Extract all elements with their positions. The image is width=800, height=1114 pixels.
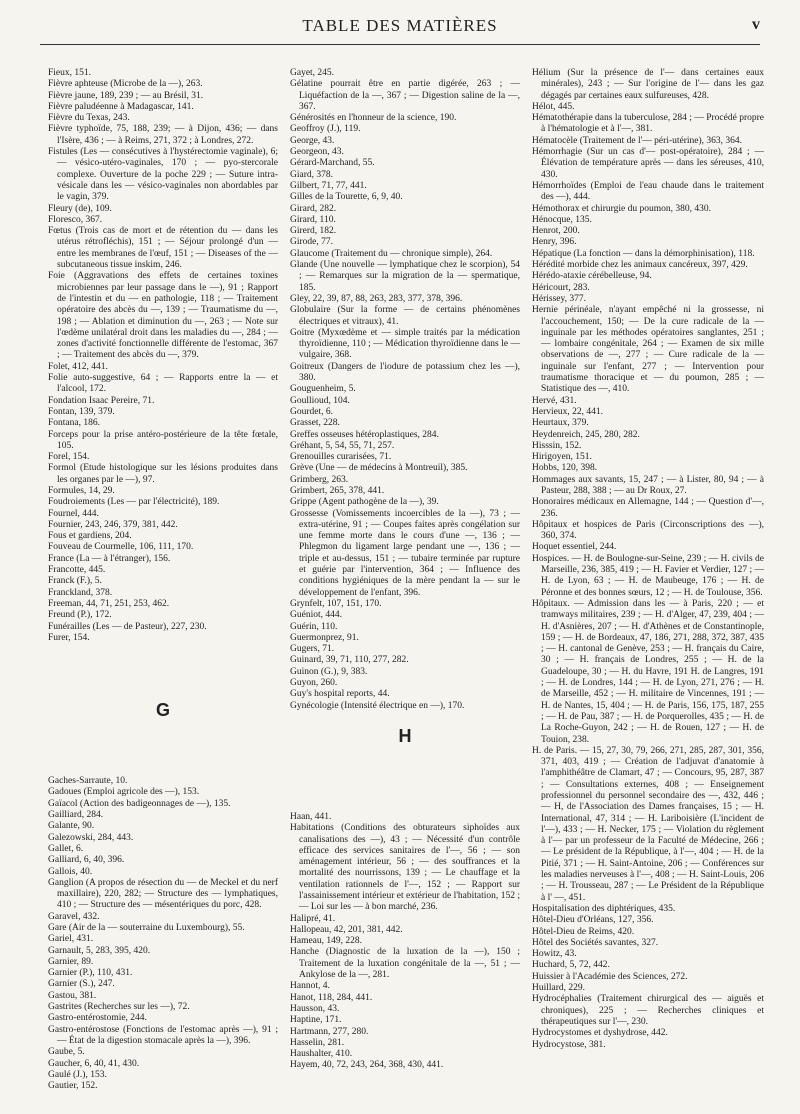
index-entry: Folet, 412, 441. xyxy=(48,361,108,372)
index-entry: Hôtel-Dieu d'Orléans, 127, 356. xyxy=(532,915,654,926)
index-entry: Fous et gardiens, 204. xyxy=(48,531,132,542)
index-entry: Hoquet essentiel, 244. xyxy=(532,542,617,553)
index-entry: Hépatique (La fonction — dans la démorphinisation), 118. xyxy=(532,248,755,259)
index-entry: Hérissey, 377. xyxy=(532,293,586,304)
index-entry: Hobbs, 120, 398. xyxy=(532,463,598,474)
index-entry: Gaube, 5. xyxy=(48,1047,85,1058)
index-entry: Hôtel des Sociétés savantes, 327. xyxy=(532,937,659,948)
entry-list-h xyxy=(290,812,520,1072)
index-entry: Folie auto-suggestive, 64 ; — Rapports entre la — et l'alcool, 172. xyxy=(48,373,278,395)
index-entry: Giard, 378. xyxy=(290,169,334,180)
index-entry: Hélot, 445. xyxy=(532,101,575,112)
index-entry: Hémothorax et chirurgie du poumon, 380, 430. xyxy=(532,203,711,214)
index-entry: Hasselin, 281. xyxy=(290,1037,345,1048)
index-entry: Guinon (G.), 9, 383. xyxy=(290,666,368,677)
index-entry: Gaïacol (Action des badigeonnages de —), 135. xyxy=(48,798,231,809)
index-entry: Foie (Aggravations des effets de certaines toxines microbiennes par leur passage dans le —), 91 ; Rapport de l'intestin et du — en pathologie, 118 ; — Traitement opératoire des abcès du —, 139 ; — Traumatisme du —, 198 ; — Ablation et diminution du —, 263 ; — Note sur l'œdème unilatéral droit dans les maladies du —, 284 ; — zones d'activité fonctionnelle différente de l'estomac, 367 ; — Traitement des abcès du —, 379. xyxy=(48,271,278,361)
page-number: v xyxy=(752,16,760,33)
index-entry: Guérin, 110. xyxy=(290,621,338,632)
index-entry: Halipré, 41. xyxy=(290,913,336,924)
index-entry: Forel, 154. xyxy=(48,452,90,463)
index-entry: Hanot, 118, 284, 441. xyxy=(290,992,373,1003)
index-entry: Fontan, 139, 379. xyxy=(48,406,115,417)
index-entry: George, 43. xyxy=(290,135,335,146)
index-column-2 xyxy=(290,68,520,1072)
index-entry: Grimbert, 265, 378, 441. xyxy=(290,485,385,496)
section-letter-g: G xyxy=(155,700,170,721)
entry-list-g xyxy=(48,776,278,1092)
index-entry: Hartmann, 277, 280. xyxy=(290,1026,369,1037)
index-entry: Girard, 282. xyxy=(290,203,337,214)
index-entry: Grimberg, 263. xyxy=(290,474,349,485)
index-entry: Fondation Isaac Pereire, 71. xyxy=(48,395,155,406)
index-entry: Grasset, 228. xyxy=(290,418,340,429)
index-entry: Huchard, 5, 72, 442. xyxy=(532,960,610,971)
index-entry: Galezowski, 284, 443. xyxy=(48,832,134,843)
index-entry: Hisssin, 152. xyxy=(532,440,582,451)
section-letter-h: H xyxy=(398,725,412,746)
index-entry: H. de Paris. — 15, 27, 30, 79, 266, 271, 285, 287, 301, 356, 371, 403, 419 ; — Création de l'adjuvat d'anatomie à l'amphithéâtre de Clamart, 47 ; — Concours, 95, 287, 387 ; — Consultations externes, 408 ; — Enseignement professionnel du personnel secondaire des —, 432, 446 ; — H, de l'Association des Dames françaises, 15 ; — H. International, 47, 314 ; — H. Lariboisière (L'incident de l'—), 433 ; — H. Necker, 175 ; — Violation du règlement à l'— par un professeur de la Faculté de Médecine, 266 ; — Le président de la République, à l'—, 404 ; — H. de la Pitié, 371 ; — H. Saint-Antoine, 206 ; — Conférences sur les maladies nerveuses à l'—, 408 ; — H. Saint-Louis, 206 ; — H. Trousseau, 287 ; — Le Président de la République à l' —, 451. xyxy=(532,745,764,903)
index-entry: Hausson, 43. xyxy=(290,1003,340,1014)
index-entry: Hervé, 431. xyxy=(532,395,577,406)
index-entry: Fièvre jaune, 189, 239 ; — au Brésil, 31. xyxy=(48,90,204,101)
index-entry: Foudroiements (Les — par l'électricité), 189. xyxy=(48,497,220,508)
index-column-3 xyxy=(532,68,764,1051)
index-entry: Gugers, 71. xyxy=(290,644,335,655)
index-entry: Garnier (S.), 247. xyxy=(48,979,115,990)
index-entry: Grynfelt, 107, 151, 170. xyxy=(290,598,382,609)
index-entry: Forceps pour la prise antéro-postérieure de la tête fœtale, 105. xyxy=(48,429,278,451)
index-entry: Générosités en l'honneur de la science, 190. xyxy=(290,113,457,124)
index-entry: Gallet, 6. xyxy=(48,843,84,854)
index-entry: Hérédo-ataxie cérébelleuse, 94. xyxy=(532,271,652,282)
index-entry: Gastou, 381. xyxy=(48,990,97,1001)
index-entry: Hommages aux savants, 15, 247 ; — à Lister, 80, 94 ; — à Pasteur, 288, 388 ; — au Dr Roux, 27. xyxy=(532,474,764,496)
index-entry: Haan, 441. xyxy=(290,811,332,822)
index-entry: Hervieux, 22, 441. xyxy=(532,406,603,417)
index-entry: Garnier, 89. xyxy=(48,956,94,967)
index-entry: Héricourt, 283. xyxy=(532,282,590,293)
entry-list-g-cont xyxy=(290,68,520,712)
index-entry: Grippe (Agent pathogène de la —), 39. xyxy=(290,497,439,508)
index-entry: Fournier, 243, 246, 379, 381, 442. xyxy=(48,519,178,530)
index-entry: Henry, 396. xyxy=(532,237,577,248)
index-entry: Gynécologie (Intensité électrique en —), 170. xyxy=(290,700,465,711)
index-entry: Fièvre du Texas, 243. xyxy=(48,113,130,124)
index-entry: Hématocèle (Traitement de l'— péri-utérine), 363, 364. xyxy=(532,135,743,146)
index-entry: Hallopeau, 42, 201, 381, 442. xyxy=(290,924,403,935)
index-entry: Hydrocystomes et dyshydrose, 442. xyxy=(532,1028,668,1039)
entry-list-h-cont xyxy=(532,68,764,1051)
index-entry: Hernie périnéale, n'ayant empêché ni la grossesse, ni l'accouchement, 150; — De la cure radicale de la — inguinale par les méthodes opératoires sanglantes, 251 ; — lombaire congénitale, 264 ; — Examen de six mille observations de —, 277 ; — Cure radicale de la — inguinale sur l'enfant, 277 ; — Intervention pour traumatisme thoracique et — du poumon, 285 ; — Statistique des —, 410. xyxy=(532,305,764,395)
index-entry: Hôpitaux. — Admission dans les — à Paris, 220 ; — et tramways militaires, 239 ; — H. d'Alger, 47, 239, 404 ; — H. d'Asnières, 207 ; — H. d'Athènes et de Constantinople, 159 ; — H. de Bordeaux, 47, 186, 271, 288, 372, 387, 435 ; — H. cantonal de Genève, 253 ; — H. français du Caire, 30 ; — H. français de Londres, 255 ; — H. de la Guadeloupe, 30 ; — H. du Havre, 191 H. de Langres, 191 ; — H. de Londres, 144 ; — H. de Lyon, 271, 276 ; — H. de Marseille, 452 ; — H. militaire de Vincennes, 191 ; — H. de Nantes, 15, 404 ; — H. de Paris, 156, 175, 187, 255 ; — H. de Pau, 387 ; — H. de Porquerolles, 435 ; — H. de La Roche-Guyon, 242 ; — H. de Rouen, 127 ; — H. de Touion, 238. xyxy=(532,598,764,745)
index-entry: Francotte, 445. xyxy=(48,565,106,576)
index-entry: Fontana, 186. xyxy=(48,418,100,429)
index-entry: Hospitalisation des diphtériques, 435. xyxy=(532,903,676,914)
index-entry: Huissier à l'Académie des Sciences, 272. xyxy=(532,971,688,982)
index-entry: Gare (Air de la — souterraine du Luxembourg), 55. xyxy=(48,923,245,933)
index-entry: Goullioud, 104. xyxy=(290,395,350,406)
index-entry: Ganglion (A propos de résection du — de Meckel et du nerf maxillaire), 220, 282; — Structure des — lymphatiques, 410 ; — Structure des — mésentériques du porc, 428. xyxy=(48,877,278,911)
index-entry: Goitreux (Dangers de l'iodure de potassium chez les —), 380. xyxy=(290,361,520,384)
index-entry: Garnier (P.), 110, 431. xyxy=(48,968,133,979)
index-entry: Hématothérapie dans la tuberculose, 284 ; — Procédé propre à l'hématologie et à l'—, 381. xyxy=(532,113,764,135)
index-entry: Gariel, 431. xyxy=(48,934,94,945)
index-entry: Fleury (de), 109. xyxy=(48,203,112,214)
index-entry: Gourdet, 6. xyxy=(290,406,334,417)
index-entry: Haushalter, 410. xyxy=(290,1049,353,1060)
index-entry: Guermonprez, 91. xyxy=(290,632,359,643)
index-entry: Hôtel-Dieu de Reims, 420. xyxy=(532,926,635,937)
index-entry: Fièvre aphteuse (Microbe de la —), 263. xyxy=(48,79,203,90)
index-entry: Heydenreich, 245, 280, 282. xyxy=(532,429,640,440)
index-entry: Goitre (Myxœdème et — simple traités par la médication thyroïdienne, 110 ; — Médication thyroïdienne dans le — vulgaire, 368. xyxy=(290,327,520,361)
index-entry: Garavel, 432. xyxy=(48,911,100,922)
index-entry: Grenouilles curarisées, 71. xyxy=(290,452,392,463)
index-entry: Franck (F.), 5. xyxy=(48,576,102,587)
entry-list-f xyxy=(48,68,278,644)
index-entry: Glande (Une nouvelle — lymphatique chez le scorpion), 54 ; — Remarques sur la migration de la — spermatique, 185. xyxy=(290,260,520,293)
index-entry: Galante, 90. xyxy=(48,821,95,832)
index-entry: Hénocque, 135. xyxy=(532,214,592,225)
index-entry: Hirigoyen, 151. xyxy=(532,452,592,463)
index-entry: Hérédité morbide chez les animaux cancéreux, 397, 429. xyxy=(532,260,748,271)
index-entry: Hémorrhagie (Sur un cas d'— post-opératoire), 284 ; — Élévation de température après — dans les séreuses, 410, 430. xyxy=(532,147,764,180)
index-entry: Greffes osseuses hétéroplastiques, 284. xyxy=(290,429,439,440)
index-entry: Gastrites (Recherches sur les —), 72. xyxy=(48,1002,190,1013)
index-entry: Hydrocéphalies (Traitement chirurgical des — aiguës et chroniques), 225 ; — Recherches cliniques et thérapeutiques sur l'—, 230. xyxy=(532,994,764,1027)
index-entry: Gaches-Sarraute, 10. xyxy=(48,776,128,787)
index-entry: Gadoues (Emploi agricole des —), 153. xyxy=(48,787,200,798)
index-entry: Gastro-entérostose (Fonctions de l'estomac après —), 91 ; — État de la digestion stomacale après la —), 396. xyxy=(48,1024,278,1046)
index-entry: Gilles de la Tourette, 6, 9, 40. xyxy=(290,192,403,203)
index-entry: Furer, 154. xyxy=(48,632,90,643)
index-entry: Girerd, 182. xyxy=(290,226,337,237)
index-entry: Freund (P.), 172. xyxy=(48,610,112,621)
index-entry: Grossesse (Vomissements incoercibles de la —), 73 ; — extra-utérine, 91 ; — Coupes faites après congélation sur une femme morte dans le cours d'une —, 136 ; — Phlegmon du ligament large pendant une —, 136 ; — triple et au-dessus, 151 ; — tubaire terminée par rupture et guérie par l'intervention, 364 ; — Influence des conditions hygiéniques de la mère pendant la — sur le développement de l'enfant, 396. xyxy=(290,508,520,598)
index-entry: Gayet, 245. xyxy=(290,68,335,78)
index-entry: Gilbert, 71, 77, 441. xyxy=(290,180,367,191)
index-entry: France (La — à l'étranger), 156. xyxy=(48,553,171,564)
index-entry: Globulaire (Sur la forme — de certains phénomènes électriques et vitraux), 41. xyxy=(290,305,520,327)
index-entry: Haptine, 171. xyxy=(290,1015,342,1026)
index-entry: Hannot, 4. xyxy=(290,981,330,992)
index-entry: Georgeon, 43. xyxy=(290,147,344,158)
index-entry: Hanche (Diagnostic de la luxation de la —), 150 ; Traitement de la luxation congénitale de la —, 51 ; — Ankylose de la —, 281. xyxy=(290,947,520,981)
index-entry: Girode, 77. xyxy=(290,237,334,248)
page-header xyxy=(40,14,760,45)
index-entry: Fièvre paludéenne à Madagascar, 141. xyxy=(48,101,194,112)
index-entry: Franckland, 378. xyxy=(48,587,113,598)
index-entry: Glaucome (Traitement du — chronique simple), 264. xyxy=(290,248,493,259)
index-entry: Hameau, 149, 228. xyxy=(290,936,363,947)
index-entry: Formules, 14, 29. xyxy=(48,485,115,496)
index-entry: Hydrocystose, 381. xyxy=(532,1039,606,1050)
index-entry: Gallois, 40. xyxy=(48,866,93,877)
index-entry: Gailliard, 284. xyxy=(48,810,104,821)
index-entry: Hôpitaux et hospices de Paris (Circonscriptions des —), 360, 374. xyxy=(532,519,764,542)
index-entry: Fournel, 444. xyxy=(48,508,99,519)
index-entry: Gélatine pourrait être en partie digérée, 263 ; — Liquéfaction de la —, 367 ; — Digestion saline de la —, 367. xyxy=(290,79,520,112)
index-entry: Fièvre typhoïde, 75, 188, 239; — à Dijon, 436; — dans l'Isère, 436 ; — à Reims, 271, 372 ; à Londres, 272. xyxy=(48,124,278,146)
index-entry: Gaucher, 6, 40, 41, 430. xyxy=(48,1058,140,1069)
index-entry: Habitations (Conditions des obturateurs siphoïdes aux canalisations des —), 43 ; — Nécessité d'un contrôle efficace des services sanitaires de l'—, 56 ; — son aménagement intérieur, 56 ; — des souffrances et la mortalité des nourrissons, 139 ; — Le chauffage et la ventilation rationnels de l'—, 152 ; — Rapport sur l'assainissement intérieur et extérieur de l'habitation, 152 ; — Loi sur les — à bon marché, 236. xyxy=(290,823,520,913)
index-entry: Fistules (Les — consécutives à l'hystérectomie vaginale), 6; — vésico-utéro-vaginales, 170 ; — pyo-stercorale complexe. Ouverture de la poche 229 ; — Suture intra-vésicale dans les — vésico-vaginales non abordables par le vagin, 379. xyxy=(48,147,278,203)
index-entry: Gouguenheim, 5. xyxy=(290,384,356,395)
index-entry: Hémorrhoïdes (Emploi de l'eau chaude dans le traitement des —), 444. xyxy=(532,180,764,203)
index-entry: Fieux, 151. xyxy=(48,68,92,78)
index-entry: Hospices. — H. de Boulogne-sur-Seine, 239 ; — H. civils de Marseille, 236, 385, 419 ; — H. Favier et Verdier, 127 ; — H. de Lyon, 63 ; — H. de Maubeuge, 176 ; — H. de Péronne et des bonnes sœurs, 12 ; — H. de Toulouse, 356. xyxy=(532,553,764,598)
index-entry: Garnault, 5, 283, 395, 420. xyxy=(48,945,151,956)
index-entry: Girard, 110. xyxy=(290,214,336,225)
index-entry: Gley, 22, 39, 87, 88, 263, 283, 377, 378, 396. xyxy=(290,293,463,304)
index-entry: Gastro-entérostomie, 244. xyxy=(48,1013,147,1024)
index-entry: Guinard, 39, 71, 110, 277, 282. xyxy=(290,655,409,666)
index-entry: Howitz, 43. xyxy=(532,949,577,960)
index-column-1 xyxy=(48,68,278,1092)
index-entry: Heurtaux, 379. xyxy=(532,418,589,429)
index-entry: Fouveau de Courmelle, 106, 111, 170. xyxy=(48,542,194,553)
index-entry: Guy's hospital reports, 44. xyxy=(290,689,390,700)
index-entry: Huillard, 229. xyxy=(532,983,586,994)
index-entry: Henrot, 200. xyxy=(532,226,580,237)
index-entry: Guyon, 260. xyxy=(290,678,338,689)
index-entry: Geoffroy (J.), 119. xyxy=(290,124,361,135)
index-entry: Fœtus (Trois cas de mort et de rétention du — dans les utérus rétrofléchis), 151 ; — Séjour prolongé d'un — entre les membranes de l'œuf, 151 ; — Diseases of the — subcutaneous tissue inskim, 246. xyxy=(48,226,278,271)
index-entry: Gaulé (J.), 153. xyxy=(48,1069,107,1080)
index-entry: Galliard, 6, 40, 396. xyxy=(48,855,125,866)
index-entry: Honoraires médicaux en Allemagne, 144 ; — Question d'—, 236. xyxy=(532,497,764,519)
index-entry: Gautier, 152. xyxy=(48,1081,98,1092)
index-entry: Grève (Une — de médecins à Montreuil), 385. xyxy=(290,463,468,474)
index-entry: Gérard-Marchand, 55. xyxy=(290,158,375,169)
page-title: TABLE DES MATIÈRES xyxy=(302,16,498,35)
index-entry: Floresco, 367. xyxy=(48,214,103,225)
index-entry: Gréhant, 5, 54, 55, 71, 257. xyxy=(290,440,395,451)
index-entry: Formol (Etude histologique sur les lésions produites dans les organes par le —), 97. xyxy=(48,463,278,485)
index-entry: Freeman, 44, 71, 251, 253, 462. xyxy=(48,598,170,609)
index-entry: Hélium (Sur la présence de l'— dans certaines eaux minérales), 243 ; — Sur l'origine de l'— dans les gaz dégagés par certaines eaux sulfureuses, 428. xyxy=(532,68,764,101)
index-entry: Hayem, 40, 72, 243, 264, 368, 430, 441. xyxy=(290,1060,444,1071)
index-entry: Guéniot, 444. xyxy=(290,610,342,621)
index-entry: Funérailles (Les — de Pasteur), 227, 230. xyxy=(48,621,207,632)
